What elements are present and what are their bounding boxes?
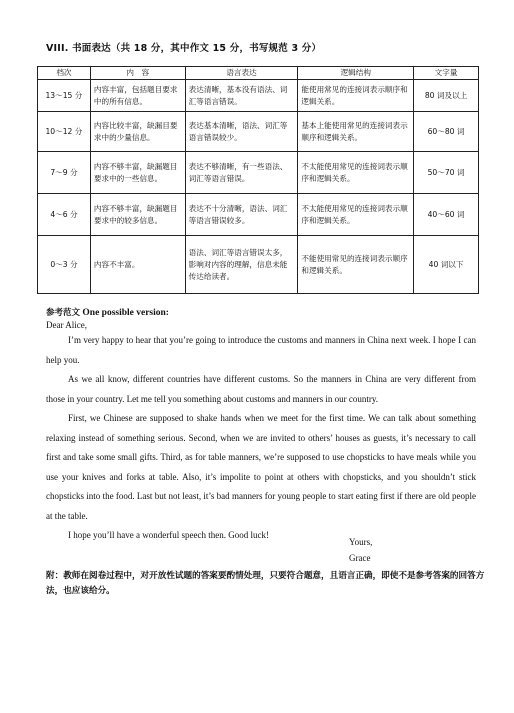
content-cell: 内容不够丰富，缺漏题目要求中的较多信息。 [90, 194, 185, 236]
section-title: VIII. 书面表达（共 18 分，其中作文 15 分，书写规范 3 分） [46, 43, 322, 54]
content-cell: 内容不够丰富，缺漏题目要求中的一些信息。 [90, 152, 185, 194]
table-row [38, 152, 479, 194]
language-cell: 表达不够清晰，有一些语法、词汇等语言错误。 [185, 152, 298, 194]
language-cell: 语法、词汇等语言错误太多，影响对内容的理解，信息未能传达给读者。 [185, 236, 298, 294]
rubric-header-row [38, 67, 479, 80]
word-count-cell: 60～80 词 [414, 112, 479, 152]
content-cell: 内容比较丰富，缺漏目要求中的少量信息。 [90, 112, 185, 152]
logic-cell: 不太能使用常见的连接词表示顺序和逻辑关系。 [298, 152, 414, 194]
reference-heading-cn: 参考范文 [46, 308, 81, 318]
table-row [38, 112, 479, 152]
table-row [38, 194, 479, 236]
level-cell: 4～6 分 [38, 194, 91, 236]
grading-note: 附：教师在阅卷过程中，对开放性试题的答案要酌情处理，只要符合题意，且语言正确，即使不是参考答案的回答方法，也应该给分。 [46, 571, 485, 596]
level-cell: 10～12 分 [38, 112, 91, 152]
scoring-rubric-table [37, 66, 479, 294]
letter-paragraph: First, we Chinese are supposed to shake hands when we meet for the first time. We can talk about something relaxing instead of something serious. Second, when we are invited to others’ houses as guests, it’s necessary to call first and take some small gifts. Third, as for table manners, we’re supposed to use chopsticks to have meals while you use your knives and forks at table. Also, it’s impolite to point at others with chopsticks, and you shouldn’t stick chopsticks into the food. Last but not least, it’s bad manners for young people to start eating first if there are old people at the table. [46, 413, 476, 521]
header-word-count: 文字量 [414, 67, 479, 80]
content-cell: 内容不丰富。 [90, 236, 185, 294]
header-content: 内 容 [90, 67, 185, 80]
word-count-cell: 50～70 词 [414, 152, 479, 194]
reference-heading-en: One possible version: [82, 308, 169, 318]
letter-signature: Grace [349, 553, 371, 563]
language-cell: 表达基本清晰，语法、词汇等语言错误较少。 [185, 112, 298, 152]
letter-paragraph: As we all know, different countries have different customs. So the manners in China are very different from those in your country. Let me tell you something about customs and manners in our country. [46, 374, 476, 404]
header-logic: 逻辑结构 [298, 67, 414, 80]
header-level: 档次 [38, 67, 91, 80]
header-language: 语言表达 [185, 67, 298, 80]
word-count-cell: 80 词及以上 [414, 80, 479, 112]
content-cell: 内容丰富，包括题目要求中的所有信息。 [90, 80, 185, 112]
level-cell: 0～3 分 [38, 236, 91, 294]
letter-paragraph: I’m very happy to hear that you’re going to introduce the customs and manners in China next week. I hope I can help you. [46, 335, 476, 365]
letter-greeting: Dear Alice, [46, 320, 87, 330]
language-cell: 表达不十分清晰，语法、词汇等语言错误较多。 [185, 194, 298, 236]
table-row [38, 80, 479, 112]
language-cell: 表达清晰，基本没有语法、词汇等语言错误。 [185, 80, 298, 112]
letter-body [46, 331, 476, 546]
level-cell: 13～15 分 [38, 80, 91, 112]
logic-cell: 基本上能使用常见的连接词表示顺序和逻辑关系。 [298, 112, 414, 152]
logic-cell: 能使用常见的连接词表示顺序和逻辑关系。 [298, 80, 414, 112]
logic-cell: 不能使用常见的连接词表示顺序和逻辑关系。 [298, 236, 414, 294]
logic-cell: 不太能使用常见的连接词表示顺序和逻辑关系。 [298, 194, 414, 236]
letter-paragraph: I hope you’ll have a wonderful speech then. Good luck! [68, 530, 269, 540]
level-cell: 7～9 分 [38, 152, 91, 194]
letter-closing: Yours, [349, 537, 373, 547]
word-count-cell: 40～60 词 [414, 194, 479, 236]
table-row [38, 236, 479, 294]
word-count-cell: 40 词以下 [414, 236, 479, 294]
